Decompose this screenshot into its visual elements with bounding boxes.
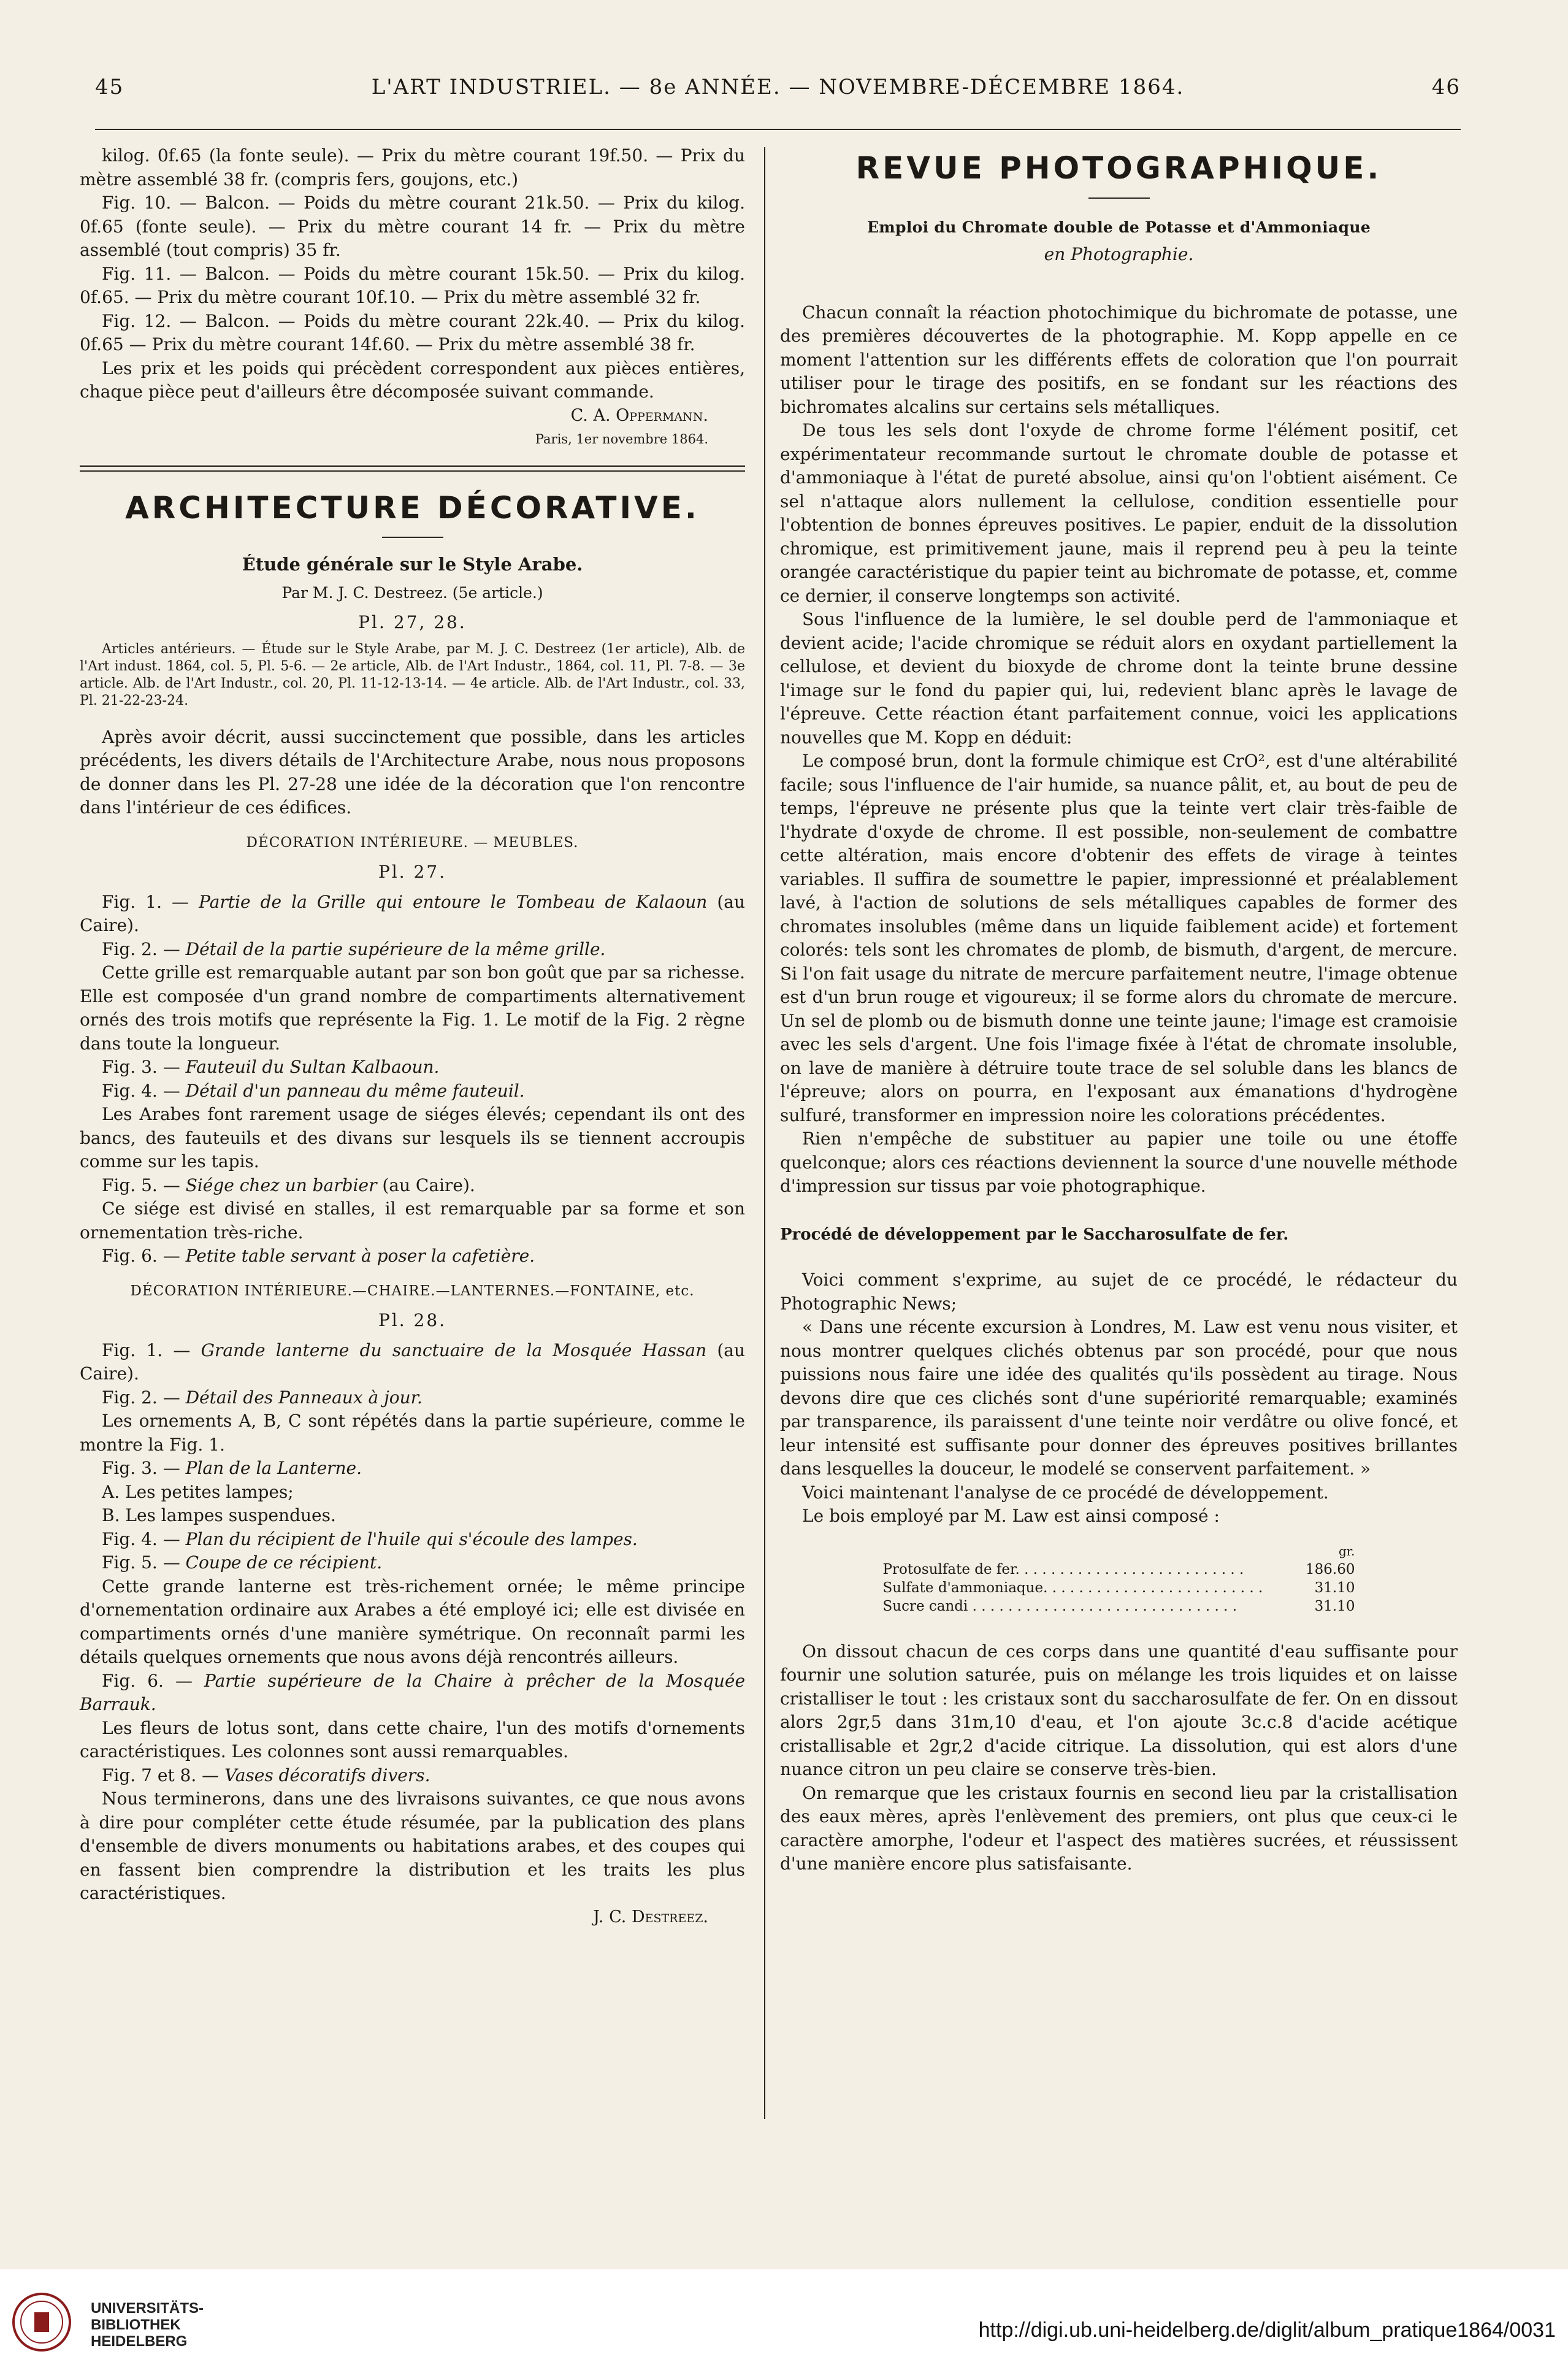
article2-body-a bbox=[780, 1268, 1458, 1528]
article1-paragraph: Rien n'empêche de substituer au papier une toile ou une étoffe quelconque; alors ces réactions deviennent la source d'une nouvelle méthode d'impression sur tissus par voie photographique. bbox=[780, 1129, 1458, 1196]
left-intro-block bbox=[80, 144, 745, 404]
ingredient-amount: 186.60 bbox=[1306, 1561, 1355, 1578]
figure-rest: (au Caire). bbox=[80, 1340, 745, 1384]
composition-table bbox=[883, 1542, 1355, 1616]
signature-destreez: J. C. Destreez. bbox=[593, 1907, 708, 1926]
figure-fig: Fig. 4. — bbox=[102, 1080, 186, 1101]
price-paragraph: Fig. 12. — Balcon. — Poids du mètre courant 22k.40. — Prix du kilog. 0f.65 — Prix du mètre courant 14f.60. — Prix du mètre assemblé 38 fr. bbox=[80, 310, 745, 355]
figure-title: Détail des Panneaux à jour. bbox=[185, 1387, 423, 1408]
article2-body-b bbox=[780, 1640, 1458, 1876]
article2-paragraph: On remarque que les cristaux fournis en second lieu par la cristallisation des eaux mères, après l'enlèvement des premiers, ont plus que ceux-ci le caractère amorphe, l'odeur et l'aspect des matières sucrées, et réussissent d'une manière encore plus satisfaisante. bbox=[780, 1782, 1458, 1874]
running-header bbox=[95, 69, 1461, 105]
plate-27-figures bbox=[80, 891, 745, 1268]
figure-entry bbox=[80, 1528, 745, 1552]
figure-entry bbox=[80, 1670, 745, 1717]
library-line: BIBLIOTHEK bbox=[91, 2317, 181, 2333]
page-number-left: 45 bbox=[95, 75, 124, 99]
figure-fig: Fig. 3. — bbox=[102, 1458, 186, 1478]
article1-paragraph: De tous les sels dont l'oxyde de chrome forme l'élément positif, cet expérimentateur recommande surtout le chromate double de potasse et d'ammoniaque à l'état de pureté absolue, ainsi qu'on l'obtient aisément. Ce sel n'attaque alors nullement la cellulose, condition essentielle pour l'obtention de bonnes épreuves positives. Le papier, enduit de la dissolution chromique, est primitivement jaune, mais il reprend peu à peu la teinte orangée caractéristique du papier teint au bichromate de potasse, et, comme ce dernier, il conserve longtemps son activité. bbox=[780, 420, 1458, 606]
library-footer bbox=[0, 2269, 1568, 2373]
article1-body bbox=[780, 301, 1458, 1198]
figure-title: Petite table servant à poser la cafetière. bbox=[185, 1246, 535, 1266]
figure-entry bbox=[80, 1575, 745, 1670]
article1-paragraph: Chacun connaît la réaction photochimique du bichromate de potasse, une des premières découvertes de la photographie. M. Kopp appelle en ce moment l'attention sur les différents effets de coloration que l'on pourrait utiliser pour le tirage des positifs, en se fondant sur les réactions des bichromates alcalins sur certains sels métalliques. bbox=[780, 302, 1458, 417]
article2-paragraph: Voici comment s'exprime, au sujet de ce procédé, le rédacteur du Photographic News; bbox=[780, 1270, 1458, 1314]
article1-paragraph: Sous l'influence de la lumière, le sel double perd de l'ammoniaque et devient acide; l'acide chromique se réduit alors en oxydant partiellement la cellulose, et devient du bioxyde de chrome dont la teinte brune dessine l'image sur le fond du papier qui, lui, redevient blanc après le lavage de l'épreuve. Cette réaction étant parfaitement connue, voici les applications nouvelles que M. Kopp en déduit: bbox=[780, 609, 1458, 748]
figure-title: Plan du récipient de l'huile qui s'écoule des lampes. bbox=[185, 1528, 638, 1549]
source-url-link[interactable]: http://digi.ub.uni-heidelberg.de/diglit/album_pratique1864/0031 bbox=[978, 2318, 1556, 2342]
library-name bbox=[91, 2300, 204, 2350]
figure-rest: Ce siége est divisé en stalles, il est remarquable par sa forme et son ornementation très-riche. bbox=[80, 1198, 745, 1243]
journal-title: L'ART INDUSTRIEL. — 8e ANNÉE. — NOVEMBRE-DÉCEMBRE 1864. bbox=[371, 75, 1185, 99]
figure-fig: Fig. 2. — bbox=[102, 1387, 186, 1408]
figure-entry bbox=[80, 891, 745, 938]
article1-title: Emploi du Chromate double de Potasse et d'Ammoniaque bbox=[866, 218, 1371, 236]
figure-rest: (au Caire). bbox=[377, 1175, 475, 1195]
figure-rest: Cette grille est remarquable autant par son bon goût que par sa richesse. Elle est composée d'un grand nombre de compartiments alternativement ornés des trois motifs que représente la Fig. 1. Le motif de la Fig. 2 règne dans toute la longueur. bbox=[80, 962, 745, 1054]
title-rule bbox=[382, 537, 443, 538]
article1-paragraph: Le composé brun, dont la formule chimique est CrO², est d'une altérabilité facile; sous l'influence de l'air humide, sa nuance pâlit, et, au bout de peu de temps, l'épreuve ne présente plus que la teinte vert clair très-faible de l'hydrate d'oxyde de chrome. Il est possible, non-seulement de combattre cette altération, mais encore d'obtenir des effets de virage à teintes variables. Il suffira de soumettre le papier, impressionné et préalablement lavé, à l'action de solutions de sels métalliques capables de former des chromates insolubles (même dans un liquide faiblement acide) et fortement colorés: tels sont les chromates de plomb, de bismuth, d'argent, de mercure. Si l'on fait usage du nitrate de mercure parfaitement neutre, l'image obtenue est d'un brun rouge et vigoureux; il se forme alors du chromate de mercure. Un sel de plomb ou de bismuth donne une teinte jaune; l'image est cramoisie avec les sels d'argent. Une fois l'image fixée à l'état de chromate insoluble, on lave de manière à détruire toute trace de sel soluble dans les blancs de l'épreuve; alors on pourra, en l'exposant aux émanations d'hydrogène sulfuré, transformer en impression noire les colorations précédentes. bbox=[780, 751, 1458, 1125]
section-title-photo: REVUE PHOTOGRAPHIQUE. bbox=[855, 150, 1382, 186]
figure-rest: Les Arabes font rarement usage de siéges élevés; cependant ils ont des bancs, des fauteuils et des divans sur lesquels ils se tiennent accroupis comme sur les tapis. bbox=[80, 1104, 745, 1171]
figure-rest: (au Caire). bbox=[80, 891, 746, 935]
figure-entry bbox=[80, 1504, 745, 1528]
byline: Par M. J. C. Destreez. (5e article.) bbox=[281, 583, 543, 602]
composition-rows bbox=[883, 1560, 1355, 1616]
article2-title: Procédé de développement par le Saccharosulfate de fer. bbox=[780, 1225, 1289, 1244]
figure-fig: Fig. 1. — bbox=[102, 891, 199, 912]
figure-entry bbox=[80, 1244, 745, 1268]
header-rule bbox=[95, 129, 1461, 130]
figure-rest: Cette grande lanterne est très-richement ornée; le même principe d'ornementation ordinaire aux Arabes a été employé ici; elle est divisée en compartiments ornés d'une manière symétrique. On reconnaît parmi les détails quelques ornements que nous avons déjà rencontrés ailleurs. bbox=[80, 1576, 745, 1667]
composition-row bbox=[883, 1579, 1355, 1597]
figure-rest: Les fleurs de lotus sont, dans cette chaire, l'un des motifs d'ornements caractéristiques. Les colonnes sont aussi remarquables. bbox=[80, 1717, 745, 1762]
university-seal-icon bbox=[11, 2291, 72, 2353]
section-title-architecture: ARCHITECTURE DÉCORATIVE. bbox=[125, 489, 700, 526]
figure-title: Détail d'un panneau du même fauteuil. bbox=[185, 1080, 525, 1101]
ingredient-label: Sulfate d'ammoniaque. . . . . . . . . . . . . . . . . . . . . . . . . bbox=[882, 1579, 1263, 1596]
article2-paragraph: On dissout chacun de ces corps dans une quantité d'eau suffisante pour fournir une solution saturée, puis on mélange les trois liquides et on laisse cristalliser le tout : les cristaux sont du saccharosulfate de fer. On en dissout alors 2gr,5 dans 31m,10 d'eau, et l'on ajoute 3c.c.8 d'acide acétique cristallisable et 2gr,2 d'acide citrique. La dissolution, qui est alors d'une nuance citron un peu claire se conserve très-bien. bbox=[780, 1641, 1458, 1779]
price-paragraph: Fig. 10. — Balcon. — Poids du mètre courant 21k.50. — Prix du kilog. 0f.65 (fonte seule). — Prix du mètre courant 14 fr. — Prix du mètre assemblé (tout compris) 35 fr. bbox=[80, 193, 745, 260]
figure-entry bbox=[80, 1481, 745, 1505]
figure-entry bbox=[80, 1339, 745, 1386]
composition-unit: gr. bbox=[1338, 1543, 1355, 1558]
ingredient-amount: 31.10 bbox=[1314, 1579, 1355, 1596]
figure-entry bbox=[80, 1386, 745, 1410]
figure-entry bbox=[80, 1103, 745, 1174]
figure-title: Détail de la partie supérieure de la même grille. bbox=[185, 938, 606, 959]
article2-paragraph: Le bois employé par M. Law est ainsi composé : bbox=[802, 1506, 1220, 1526]
right-column bbox=[780, 144, 1458, 1876]
dateline: Paris, 1er novembre 1864. bbox=[535, 432, 708, 447]
figure-fig: Fig. 4. — bbox=[102, 1528, 186, 1549]
figure-title: Coupe de ce récipient. bbox=[185, 1552, 383, 1573]
plate-28-heading: Pl. 28. bbox=[378, 1310, 447, 1330]
signature-oppermann: C. A. Oppermann. bbox=[570, 405, 708, 425]
ingredient-label: Sucre candi . . . . . . . . . . . . . . . . . . . . . . . . . . . . . . bbox=[882, 1598, 1237, 1614]
section-separator bbox=[80, 465, 745, 472]
figure-entry bbox=[80, 1717, 745, 1764]
figure-title: Vases décoratifs divers. bbox=[224, 1765, 430, 1785]
section-heading-pl28: DÉCORATION INTÉRIEURE.—CHAIRE.—LANTERNES.—FONTAINE, etc. bbox=[130, 1282, 695, 1299]
figure-entry bbox=[80, 961, 745, 1056]
figure-title: Grande lanterne du sanctuaire de la Mosquée Hassan bbox=[201, 1340, 707, 1360]
figure-title: Siége chez un barbier bbox=[185, 1175, 377, 1195]
figure-entry bbox=[80, 938, 745, 962]
composition-row bbox=[883, 1597, 1355, 1616]
figure-entry bbox=[80, 1551, 745, 1575]
figure-fig: Fig. 7 et 8. — bbox=[102, 1765, 225, 1785]
price-paragraph: kilog. 0f.65 (la fonte seule). — Prix du mètre courant 19f.50. — Prix du mètre assemblé 38 fr. (compris fers, goujons, etc.) bbox=[80, 145, 745, 190]
figure-entry bbox=[80, 1079, 745, 1103]
library-line: UNIVERSITÄTS- bbox=[91, 2300, 204, 2317]
figure-entry bbox=[80, 1197, 745, 1244]
figure-entry bbox=[80, 1174, 745, 1198]
figure-rest: B. Les lampes suspendues. bbox=[102, 1505, 336, 1525]
figure-fig: Fig. 1. — bbox=[102, 1340, 201, 1360]
title-rule-right bbox=[1088, 197, 1150, 199]
figure-title: Partie de la Grille qui entoure le Tombeau de Kalaoun bbox=[199, 891, 708, 912]
column-divider bbox=[764, 147, 765, 2119]
plates-heading: Pl. 27, 28. bbox=[358, 612, 467, 632]
price-paragraph: Les prix et les poids qui précèdent correspondent aux pièces entières, chaque pièce peut d'ailleurs être décomposée suivant commande. bbox=[80, 358, 745, 402]
article2-paragraph: « Dans une récente excursion à Londres, M. Law est venu nous visiter, et nous montrer quelques clichés obtenus par son procédé, pour que nous puissions nous faire une idée des qualités qu'ils possèdent au tirage. Nous devons dire que ces clichés sont d'une supériorité remarquable; examinés par transparence, ils paraissent d'une teinte noir verdâtre ou olive foncé, et leur intensité est suffisante pour donner des épreuves positives brillantes dans lesquelles la douceur, le modelé se conservent parfaitement. » bbox=[780, 1317, 1458, 1479]
left-column bbox=[80, 144, 745, 1929]
figure-rest: A. Les petites lampes; bbox=[102, 1481, 294, 1502]
plate-27-heading: Pl. 27. bbox=[378, 862, 447, 882]
figure-fig: Fig. 2. — bbox=[102, 938, 186, 959]
intro-paragraph: Après avoir décrit, aussi succinctement que possible, dans les articles précédents, les divers détails de l'Architecture Arabe, nous nous proposons de donner dans les Pl. 27-28 une idée de la décoration que l'on rencontre dans l'intérieur de ces édifices. bbox=[80, 726, 745, 818]
figure-entry bbox=[80, 1787, 745, 1906]
figure-entry bbox=[80, 1409, 745, 1457]
figure-fig: Fig. 6. — bbox=[102, 1246, 186, 1266]
figure-entry bbox=[80, 1056, 745, 1079]
figure-fig: Fig. 3. — bbox=[102, 1057, 186, 1077]
ingredient-label: Protosulfate de fer. . . . . . . . . . . . . . . . . . . . . . . . . . bbox=[882, 1561, 1244, 1578]
section-heading-pl27: DÉCORATION INTÉRIEURE. — MEUBLES. bbox=[246, 834, 579, 851]
figure-rest: Les ornements A, B, C sont répétés dans la partie supérieure, comme le montre la Fig. 1. bbox=[80, 1411, 745, 1455]
figure-title: Fauteuil du Sultan Kalbaoun. bbox=[185, 1057, 440, 1077]
plate-28-figures bbox=[80, 1339, 745, 1906]
figure-fig: Fig. 5. — bbox=[102, 1552, 186, 1573]
ingredient-amount: 31.10 bbox=[1314, 1598, 1355, 1614]
article1-subtitle: en Photographie. bbox=[1044, 244, 1194, 264]
figure-title: Partie supérieure de la Chaire à prêcher de la Mosquée Barrauk. bbox=[80, 1670, 746, 1714]
figure-fig: Fig. 5. — bbox=[102, 1175, 186, 1195]
page-number-right: 46 bbox=[1431, 75, 1461, 99]
composition-row bbox=[883, 1560, 1355, 1579]
article2-paragraph: Voici maintenant l'analyse de ce procédé de développement. bbox=[802, 1482, 1329, 1503]
price-paragraph: Fig. 11. — Balcon. — Poids du mètre courant 15k.50. — Prix du kilog. 0f.65. — Prix du mètre courant 10f.10. — Prix du mètre assemblé 32 fr. bbox=[80, 263, 745, 307]
figure-entry bbox=[80, 1457, 745, 1481]
figure-entry bbox=[80, 1764, 745, 1788]
figure-fig: Fig. 6. — bbox=[102, 1670, 204, 1691]
figure-title: Plan de la Lanterne. bbox=[185, 1458, 362, 1478]
figure-rest: Nous terminerons, dans une des livraisons suivantes, ce que nous avons à dire pour compléter cette étude résumée, par la publication des plans d'ensemble de divers monuments ou habitations arabes, et des coupes qui en fassent bien comprendre la distribution et les traits les plus caractéristiques. bbox=[80, 1788, 745, 1903]
article-subtitle: Étude générale sur le Style Arabe. bbox=[242, 554, 583, 575]
prior-articles-note: Articles antérieurs. — Étude sur le Style Arabe, par M. J. C. Destreez (1er article), Alb. de l'Art indust. 1864, col. 5, Pl. 5-6. — 2e article, Alb. de l'Art Industr., 1864, col. 11, Pl. 7-8. — 3e article. Alb. de l'Art Industr., col. 20, Pl. 11-12-13-14. — 4e article. Alb. de l'Art Industr., col. 33, Pl. 21-22-23-24. bbox=[80, 641, 745, 708]
library-line: HEIDELBERG bbox=[91, 2333, 188, 2350]
